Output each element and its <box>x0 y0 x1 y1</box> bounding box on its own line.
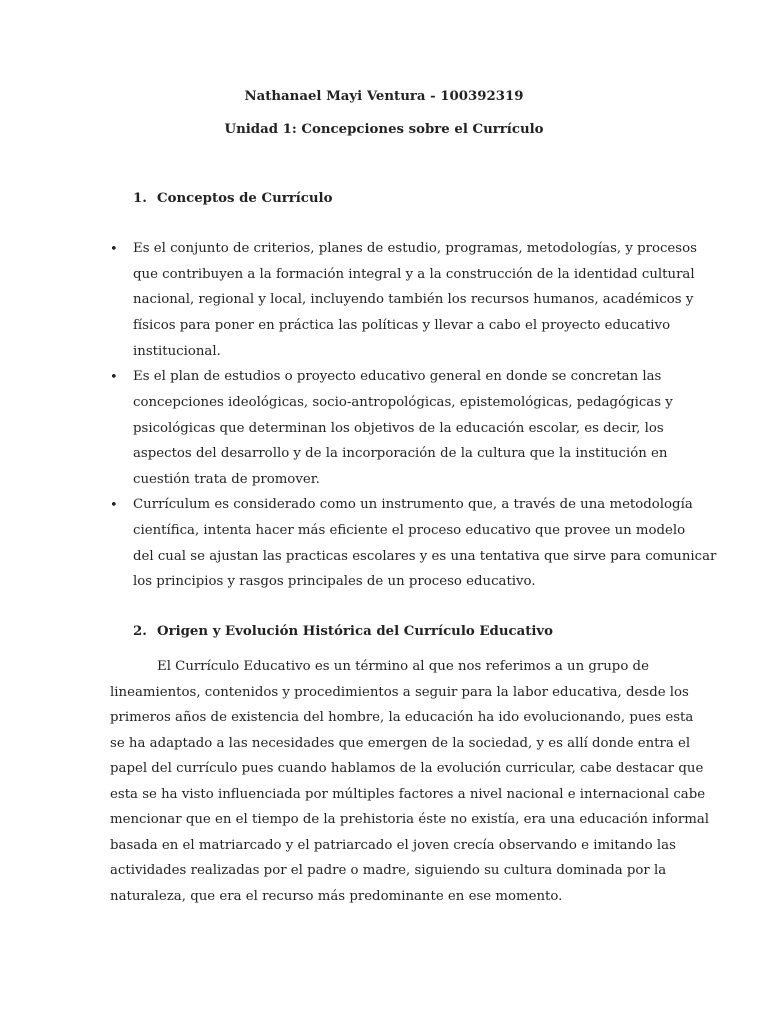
section2-heading: Origen y Evolución Histórica del Currículo Educativo <box>157 624 553 639</box>
section1-number: 1. <box>133 191 147 206</box>
bullet1-line: físicos para poner en práctica las políticas y llevar a cabo el proyecto educativo <box>133 318 671 333</box>
bullet1-line: que contribuyen a la formación integral y a la construcción de la identidad cultural <box>133 267 695 282</box>
bullet1-line: nacional, regional y local, incluyendo también los recursos humanos, académicos y <box>133 292 694 307</box>
bullet2-line: Es el plan de estudios o proyecto educativo general en donde se concretan las <box>133 369 662 384</box>
paragraph-line: basada en el matriarcado y el patriarcado el joven crecía observando e imitando las <box>110 838 676 853</box>
paragraph-line: primeros años de existencia del hombre, la educación ha ido evolucionando, pues esta <box>110 710 694 725</box>
paragraph-line: se ha adaptado a las necesidades que emergen de la sociedad, y es allí donde entra el <box>110 736 691 751</box>
section2-number: 2. <box>133 624 147 639</box>
paragraph-line: papel del currículo pues cuando hablamos de la evolución curricular, cabe destacar que <box>110 761 704 776</box>
section1-heading: Conceptos de Currículo <box>157 191 333 206</box>
bullet2-line: psicológicas que determinan los objetivos de la educación escolar, es decir, los <box>133 421 664 436</box>
author-line: Nathanael Mayi Ventura - 100392319 <box>244 89 524 104</box>
paragraph-line: actividades realizadas por el padre o madre, siguiendo su cultura dominada por la <box>110 863 667 878</box>
bullet1-line: Es el conjunto de criterios, planes de estudio, programas, metodologías, y procesos <box>133 241 697 256</box>
unit-title: Unidad 1: Concepciones sobre el Currículo <box>224 122 544 137</box>
bullet-glyph: • <box>110 498 118 513</box>
bullet3-line: del cual se ajustan las practicas escolares y es una tentativa que sirve para comunicar <box>133 549 717 564</box>
paragraph-line: mencionar que en el tiempo de la prehistoria éste no existía, era una educación informal <box>110 812 710 827</box>
bullet3-line: Currículum es considerado como un instrumento que, a través de una metodología <box>133 497 693 512</box>
paragraph-line: lineamientos, contenidos y procedimientos a seguir para la labor educativa, desde los <box>110 685 689 700</box>
bullet2-line: cuestión trata de promover. <box>133 472 320 487</box>
bullet3-line: los principios y rasgos principales de un proceso educativo. <box>133 574 536 589</box>
bullet1-line: institucional. <box>133 344 221 359</box>
paragraph-line: El Currículo Educativo es un término al que nos referimos a un grupo de <box>157 659 649 674</box>
paragraph-line: naturaleza, que era el recurso más predominante en ese momento. <box>110 889 563 904</box>
paragraph-line: esta se ha visto influenciada por múltiples factores a nivel nacional e internacional cabe <box>110 787 706 802</box>
bullet-glyph: • <box>110 242 118 257</box>
bullet2-line: aspectos del desarrollo y de la incorporación de la cultura que la institución en <box>133 446 668 461</box>
bullet-glyph: • <box>110 370 118 385</box>
bullet3-line: científica, intenta hacer más eficiente el proceso educativo que provee un modelo <box>133 523 686 538</box>
bullet2-line: concepciones ideológicas, socio-antropológicas, epistemológicas, pedagógicas y <box>133 395 673 410</box>
